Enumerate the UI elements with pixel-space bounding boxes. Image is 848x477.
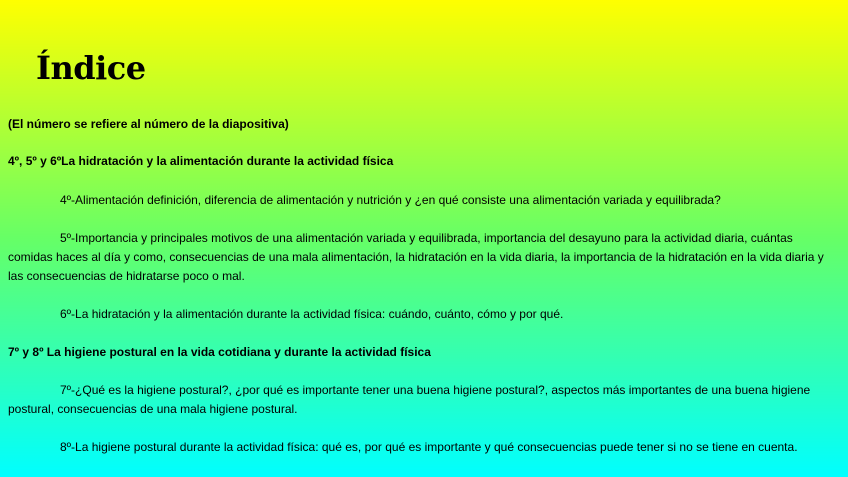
item-slide-6: 6º-La hidratación y la alimentación durante la actividad física: cuándo, cuánto, cómo y por qué.: [60, 307, 564, 321]
item-slide-5: 5º-Importancia y principales motivos de una alimentación variada y equilibrada, importancia del desayuno para la actividad diaria, cuántas comidas haces al día y como, consecuencias de una mala alimentación, la hidratación en la vida diaria, la importancia de la hidratación en la vida diaria y las consecuencias de hidratarse poco o mal.: [8, 231, 824, 283]
section-heading-hydration: 4º, 5º y 6ºLa hidratación y la alimentación durante la actividad física: [8, 154, 394, 168]
item-slide-7: 7º-¿Qué es la higiene postural?, ¿por qué es importante tener una buena higiene postural?, aspectos más importantes de una buena higiene postural, consecuencias de una mala higiene postural.: [8, 383, 811, 416]
item-slide-4: 4º-Alimentación definición, diferencia de alimentación y nutrición y ¿en qué consiste una alimentación variada y equilibrada?: [60, 193, 721, 207]
item-slide-8: 8º-La higiene postural durante la actividad física: qué es, por qué es importante y qué consecuencias puede tener si no se tiene en cuenta.: [60, 440, 798, 454]
section-heading-posture: 7º y 8º La higiene postural en la vida cotidiana y durante la actividad física: [8, 345, 431, 359]
slide-title: Índice: [36, 49, 146, 87]
slide-note: (El número se refiere al número de la diapositiva): [8, 117, 289, 131]
